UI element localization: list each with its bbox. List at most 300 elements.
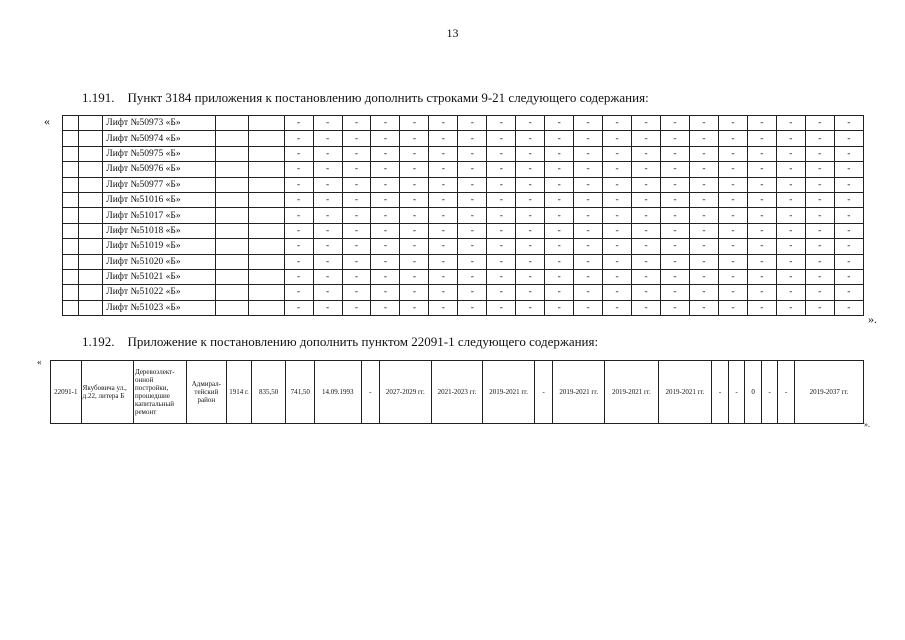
dash-cell: - — [487, 239, 516, 254]
dash-cell: - — [747, 254, 776, 269]
dash-cell: - — [487, 223, 516, 238]
dash-cell: - — [342, 300, 371, 315]
dash-cell: - — [574, 192, 603, 207]
table-cell: - — [778, 361, 795, 424]
dash-cell: - — [776, 254, 805, 269]
dash-cell: - — [689, 285, 718, 300]
dash-cell: - — [574, 208, 603, 223]
dash-cell: - — [458, 269, 487, 284]
dash-cell: - — [313, 131, 342, 146]
empty-cell — [249, 131, 284, 146]
dash-cell: - — [689, 223, 718, 238]
dash-cell: - — [545, 146, 574, 161]
dash-cell: - — [603, 208, 632, 223]
dash-cell: - — [834, 223, 863, 238]
table-cell: 14.09.1993 — [315, 361, 362, 424]
dash-cell: - — [661, 223, 690, 238]
dash-cell: - — [776, 223, 805, 238]
table-cell: 2019-2021 гг. — [605, 361, 659, 424]
dash-cell: - — [718, 192, 747, 207]
dash-cell: - — [429, 131, 458, 146]
dash-cell: - — [718, 208, 747, 223]
elevator-label: Лифт №51018 «Б» — [103, 223, 215, 238]
dash-cell: - — [747, 208, 776, 223]
dash-cell: - — [661, 192, 690, 207]
dash-cell: - — [834, 177, 863, 192]
dash-cell: - — [661, 208, 690, 223]
dash-cell: - — [284, 254, 313, 269]
empty-cell — [79, 177, 103, 192]
dash-cell: - — [776, 239, 805, 254]
dash-cell: - — [516, 146, 545, 161]
dash-cell: - — [284, 146, 313, 161]
table-cell: 2019-2021 гг. — [483, 361, 535, 424]
empty-cell — [215, 269, 249, 284]
dash-cell: - — [689, 254, 718, 269]
dash-cell: - — [689, 300, 718, 315]
table-row — [63, 208, 864, 223]
dash-cell: - — [342, 239, 371, 254]
dash-cell: - — [776, 162, 805, 177]
dash-cell: - — [718, 300, 747, 315]
empty-cell — [79, 223, 103, 238]
section-191-open-quote: « — [44, 114, 50, 128]
dash-cell: - — [718, 146, 747, 161]
empty-cell — [79, 146, 103, 161]
dash-cell: - — [747, 146, 776, 161]
dash-cell: - — [632, 146, 661, 161]
dash-cell: - — [458, 116, 487, 131]
dash-cell: - — [400, 300, 429, 315]
empty-cell — [63, 285, 79, 300]
dash-cell: - — [313, 269, 342, 284]
table-row — [63, 116, 864, 131]
table-cell: 2019-2021 гг. — [553, 361, 605, 424]
dash-cell: - — [718, 116, 747, 131]
empty-cell — [215, 162, 249, 177]
dash-cell: - — [574, 300, 603, 315]
dash-cell: - — [516, 162, 545, 177]
dash-cell: - — [834, 116, 863, 131]
dash-cell: - — [371, 116, 400, 131]
empty-cell — [63, 131, 79, 146]
dash-cell: - — [603, 131, 632, 146]
dash-cell: - — [313, 162, 342, 177]
dash-cell: - — [718, 269, 747, 284]
dash-cell: - — [718, 254, 747, 269]
table-cell: 835,50 — [251, 361, 285, 424]
dash-cell: - — [834, 208, 863, 223]
dash-cell: - — [400, 208, 429, 223]
dash-cell: - — [747, 116, 776, 131]
dash-cell: - — [429, 192, 458, 207]
table-row — [63, 269, 864, 284]
table-cell: - — [534, 361, 552, 424]
dash-cell: - — [487, 162, 516, 177]
dash-cell: - — [632, 254, 661, 269]
dash-cell: - — [458, 162, 487, 177]
dash-cell: - — [545, 239, 574, 254]
dash-cell: - — [487, 146, 516, 161]
dash-cell: - — [661, 162, 690, 177]
dash-cell: - — [342, 116, 371, 131]
dash-cell: - — [747, 223, 776, 238]
dash-cell: - — [805, 162, 834, 177]
dash-cell: - — [371, 254, 400, 269]
dash-cell: - — [284, 177, 313, 192]
dash-cell: - — [371, 208, 400, 223]
dash-cell: - — [661, 254, 690, 269]
dash-cell: - — [545, 300, 574, 315]
dash-cell: - — [574, 269, 603, 284]
dash-cell: - — [805, 177, 834, 192]
dash-cell: - — [632, 300, 661, 315]
empty-cell — [63, 208, 79, 223]
dash-cell: - — [313, 192, 342, 207]
dash-cell: - — [805, 269, 834, 284]
table-row — [51, 361, 864, 424]
dash-cell: - — [429, 177, 458, 192]
table-cell: 2019-2037 гг. — [794, 361, 863, 424]
empty-cell — [249, 285, 284, 300]
table-cell: 741,50 — [286, 361, 315, 424]
dash-cell: - — [632, 162, 661, 177]
dash-cell: - — [400, 162, 429, 177]
dash-cell: - — [284, 239, 313, 254]
dash-cell: - — [371, 192, 400, 207]
dash-cell: - — [718, 223, 747, 238]
dash-cell: - — [342, 223, 371, 238]
dash-cell: - — [313, 300, 342, 315]
empty-cell — [249, 192, 284, 207]
dash-cell: - — [458, 239, 487, 254]
empty-cell — [215, 177, 249, 192]
dash-cell: - — [400, 269, 429, 284]
table-cell: - — [712, 361, 729, 424]
dash-cell: - — [371, 239, 400, 254]
dash-cell: - — [689, 116, 718, 131]
page-number: 13 — [446, 26, 459, 40]
elevator-table — [62, 115, 864, 316]
section-192-heading: 1.192. Приложение к постановлению дополнить пунктом 22091-1 следующего содержания: — [82, 334, 599, 349]
dash-cell: - — [458, 223, 487, 238]
dash-cell: - — [718, 162, 747, 177]
elevator-label: Лифт №51016 «Б» — [103, 192, 215, 207]
dash-cell: - — [516, 239, 545, 254]
dash-cell: - — [805, 146, 834, 161]
empty-cell — [79, 285, 103, 300]
dash-cell: - — [661, 116, 690, 131]
dash-cell: - — [805, 208, 834, 223]
table-row — [63, 285, 864, 300]
dash-cell: - — [661, 131, 690, 146]
empty-cell — [249, 269, 284, 284]
dash-cell: - — [342, 146, 371, 161]
dash-cell: - — [834, 300, 863, 315]
dash-cell: - — [545, 162, 574, 177]
dash-cell: - — [603, 300, 632, 315]
dash-cell: - — [834, 131, 863, 146]
empty-cell — [215, 208, 249, 223]
dash-cell: - — [458, 254, 487, 269]
table-cell: 2027-2029 гг. — [380, 361, 432, 424]
empty-cell — [79, 239, 103, 254]
dash-cell: - — [718, 177, 747, 192]
dash-cell: - — [603, 239, 632, 254]
empty-cell — [249, 116, 284, 131]
dash-cell: - — [834, 239, 863, 254]
table-row — [63, 254, 864, 269]
elevator-label: Лифт №50974 «Б» — [103, 131, 215, 146]
empty-cell — [79, 162, 103, 177]
empty-cell — [249, 162, 284, 177]
dash-cell: - — [834, 192, 863, 207]
dash-cell: - — [603, 177, 632, 192]
section-191-heading: 1.191. Пункт 3184 приложения к постановлению дополнить строками 9-21 следующего содержания: — [82, 90, 649, 105]
dash-cell: - — [545, 254, 574, 269]
table-row — [63, 223, 864, 238]
dash-cell: - — [776, 146, 805, 161]
dash-cell: - — [516, 254, 545, 269]
dash-cell: - — [545, 116, 574, 131]
empty-cell — [249, 223, 284, 238]
dash-cell: - — [545, 208, 574, 223]
dash-cell: - — [689, 177, 718, 192]
dash-cell: - — [718, 239, 747, 254]
elevator-label: Лифт №50977 «Б» — [103, 177, 215, 192]
dash-cell: - — [487, 192, 516, 207]
dash-cell: - — [632, 285, 661, 300]
dash-cell: - — [574, 116, 603, 131]
dash-cell: - — [458, 146, 487, 161]
dash-cell: - — [603, 162, 632, 177]
dash-cell: - — [284, 300, 313, 315]
dash-cell: - — [284, 223, 313, 238]
empty-cell — [249, 146, 284, 161]
dash-cell: - — [458, 177, 487, 192]
dash-cell: - — [313, 177, 342, 192]
dash-cell: - — [458, 192, 487, 207]
dash-cell: - — [632, 269, 661, 284]
elevator-label: Лифт №50975 «Б» — [103, 146, 215, 161]
dash-cell: - — [776, 300, 805, 315]
dash-cell: - — [487, 177, 516, 192]
dash-cell: - — [400, 239, 429, 254]
dash-cell: - — [805, 285, 834, 300]
section-192-close-quote: ». — [864, 420, 870, 429]
dash-cell: - — [371, 131, 400, 146]
dash-cell: - — [400, 223, 429, 238]
dash-cell: - — [371, 300, 400, 315]
dash-cell: - — [776, 269, 805, 284]
dash-cell: - — [776, 177, 805, 192]
dash-cell: - — [400, 254, 429, 269]
elevator-label: Лифт №51019 «Б» — [103, 239, 215, 254]
empty-cell — [79, 192, 103, 207]
dash-cell: - — [516, 192, 545, 207]
dash-cell: - — [429, 239, 458, 254]
dash-cell: - — [400, 116, 429, 131]
table-cell: 1914 г. — [227, 361, 252, 424]
dash-cell: - — [429, 285, 458, 300]
dash-cell: - — [342, 192, 371, 207]
dash-cell: - — [371, 269, 400, 284]
dash-cell: - — [313, 239, 342, 254]
dash-cell: - — [834, 162, 863, 177]
empty-cell — [79, 116, 103, 131]
dash-cell: - — [805, 131, 834, 146]
dash-cell: - — [284, 269, 313, 284]
dash-cell: - — [342, 131, 371, 146]
empty-cell — [79, 131, 103, 146]
table-cell: - — [761, 361, 778, 424]
empty-cell — [215, 254, 249, 269]
dash-cell: - — [689, 131, 718, 146]
dash-cell: - — [632, 208, 661, 223]
dash-cell: - — [429, 223, 458, 238]
dash-cell: - — [603, 116, 632, 131]
dash-cell: - — [429, 300, 458, 315]
empty-cell — [215, 146, 249, 161]
dash-cell: - — [834, 285, 863, 300]
dash-cell: - — [342, 162, 371, 177]
dash-cell: - — [805, 192, 834, 207]
dash-cell: - — [487, 254, 516, 269]
elevator-label: Лифт №51017 «Б» — [103, 208, 215, 223]
dash-cell: - — [545, 269, 574, 284]
dash-cell: - — [661, 146, 690, 161]
dash-cell: - — [805, 116, 834, 131]
dash-cell: - — [603, 254, 632, 269]
empty-cell — [63, 223, 79, 238]
empty-cell — [215, 300, 249, 315]
dash-cell: - — [371, 285, 400, 300]
table-row — [63, 162, 864, 177]
dash-cell: - — [429, 146, 458, 161]
empty-cell — [79, 254, 103, 269]
dash-cell: - — [545, 223, 574, 238]
empty-cell — [215, 223, 249, 238]
dash-cell: - — [747, 177, 776, 192]
dash-cell: - — [516, 116, 545, 131]
dash-cell: - — [574, 131, 603, 146]
dash-cell: - — [487, 208, 516, 223]
dash-cell: - — [516, 131, 545, 146]
dash-cell: - — [747, 192, 776, 207]
dash-cell: - — [834, 254, 863, 269]
empty-cell — [215, 239, 249, 254]
dash-cell: - — [574, 254, 603, 269]
dash-cell: - — [400, 285, 429, 300]
table-cell: Адмирал-тейский район — [186, 361, 227, 424]
dash-cell: - — [342, 208, 371, 223]
dash-cell: - — [776, 131, 805, 146]
table-cell: 0 — [745, 361, 762, 424]
dash-cell: - — [689, 239, 718, 254]
dash-cell: - — [516, 269, 545, 284]
empty-cell — [215, 192, 249, 207]
dash-cell: - — [661, 177, 690, 192]
dash-cell: - — [371, 177, 400, 192]
dash-cell: - — [371, 223, 400, 238]
dash-cell: - — [429, 162, 458, 177]
dash-cell: - — [516, 285, 545, 300]
dash-cell: - — [342, 177, 371, 192]
dash-cell: - — [747, 269, 776, 284]
dash-cell: - — [342, 254, 371, 269]
dash-cell: - — [429, 208, 458, 223]
dash-cell: - — [284, 116, 313, 131]
dash-cell: - — [689, 162, 718, 177]
dash-cell: - — [574, 239, 603, 254]
elevator-label: Лифт №51023 «Б» — [103, 300, 215, 315]
dash-cell: - — [805, 300, 834, 315]
dash-cell: - — [487, 300, 516, 315]
dash-cell: - — [545, 192, 574, 207]
dash-cell: - — [834, 146, 863, 161]
empty-cell — [249, 254, 284, 269]
dash-cell: - — [400, 131, 429, 146]
dash-cell: - — [632, 192, 661, 207]
dash-cell: - — [805, 239, 834, 254]
dash-cell: - — [718, 131, 747, 146]
dash-cell: - — [400, 146, 429, 161]
dash-cell: - — [371, 146, 400, 161]
dash-cell: - — [747, 162, 776, 177]
dash-cell: - — [747, 285, 776, 300]
dash-cell: - — [400, 192, 429, 207]
empty-cell — [249, 239, 284, 254]
dash-cell: - — [371, 162, 400, 177]
dash-cell: - — [603, 192, 632, 207]
empty-cell — [63, 192, 79, 207]
dash-cell: - — [805, 254, 834, 269]
empty-cell — [79, 208, 103, 223]
table-row — [63, 177, 864, 192]
dash-cell: - — [284, 208, 313, 223]
dash-cell: - — [574, 177, 603, 192]
empty-cell — [79, 269, 103, 284]
dash-cell: - — [574, 162, 603, 177]
empty-cell — [63, 177, 79, 192]
dash-cell: - — [747, 131, 776, 146]
dash-cell: - — [429, 254, 458, 269]
empty-cell — [249, 208, 284, 223]
empty-cell — [63, 254, 79, 269]
dash-cell: - — [313, 285, 342, 300]
empty-cell — [63, 239, 79, 254]
dash-cell: - — [487, 131, 516, 146]
table-row — [63, 146, 864, 161]
dash-cell: - — [718, 285, 747, 300]
dash-cell: - — [632, 116, 661, 131]
elevator-label: Лифт №50973 «Б» — [103, 116, 215, 131]
empty-cell — [79, 300, 103, 315]
section-191-close-quote: ». — [868, 312, 877, 326]
dash-cell: - — [747, 300, 776, 315]
dash-cell: - — [776, 192, 805, 207]
dash-cell: - — [284, 131, 313, 146]
dash-cell: - — [632, 131, 661, 146]
dash-cell: - — [776, 208, 805, 223]
dash-cell: - — [603, 146, 632, 161]
dash-cell: - — [545, 285, 574, 300]
dash-cell: - — [342, 269, 371, 284]
dash-cell: - — [313, 116, 342, 131]
dash-cell: - — [661, 300, 690, 315]
table-cell: - — [728, 361, 745, 424]
dash-cell: - — [458, 300, 487, 315]
